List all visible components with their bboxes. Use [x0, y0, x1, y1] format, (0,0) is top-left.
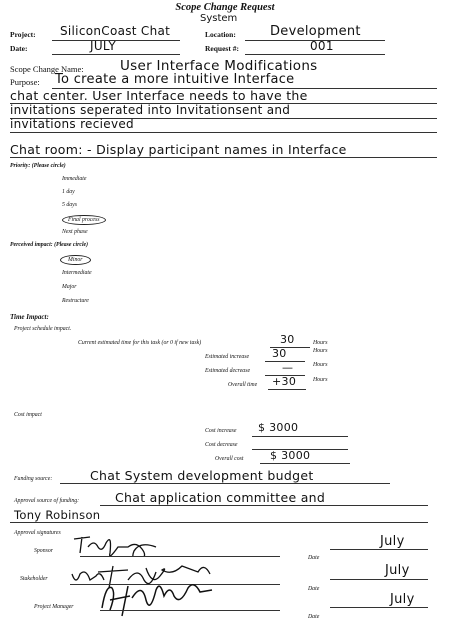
- approval-source-rule: [10, 522, 428, 523]
- overall-cost-value: $ 3000: [270, 449, 311, 462]
- overall-time-value: +30: [272, 375, 297, 388]
- project-value: SiliconCoast Chat: [60, 24, 171, 38]
- chat-room-line: Chat room: - Display participant names in Interface: [10, 142, 347, 157]
- sponsor-date-value: July: [380, 534, 405, 549]
- project-manager-rule: [100, 610, 280, 611]
- priority-label: Priority: (Please circle): [10, 163, 66, 169]
- priority-option-selected[interactable]: Final process: [62, 215, 106, 225]
- date-line: [52, 54, 180, 55]
- cost-increase-label: Cost increase: [205, 428, 237, 434]
- project-manager-date-value: July: [390, 592, 415, 607]
- purpose-line: invitations recieved: [10, 117, 134, 131]
- funding-source-rule: [60, 483, 390, 484]
- overall-cost-label: Overall cost: [215, 456, 244, 462]
- cost-decrease-label: Cost decrease: [205, 442, 238, 448]
- funding-source-value: Chat System development budget: [90, 468, 314, 483]
- current-time-value: 30: [280, 333, 295, 346]
- stakeholder-date-value: July: [385, 563, 410, 578]
- purpose-line: chat center. User Interface needs to have the: [10, 88, 308, 103]
- date-label: Date:: [10, 44, 28, 53]
- purpose-line: To create a more intuitive Interface: [55, 72, 295, 87]
- sponsor-signature: [70, 531, 200, 557]
- approval-source-rule: [100, 505, 428, 506]
- sponsor-date-rule: [330, 549, 428, 550]
- sponsor-label: Sponsor: [34, 548, 54, 554]
- purpose-label: Purpose:: [10, 77, 40, 87]
- purpose-line: invitations seperated into Invitationsent and: [10, 103, 291, 117]
- chat-room-rule: [10, 157, 437, 158]
- decrease-unit: Hours: [313, 362, 328, 368]
- location-label: Location:: [205, 30, 236, 39]
- impact-option[interactable]: Restructure: [62, 298, 89, 304]
- approval-source-label: Approval source of funding:: [14, 498, 80, 504]
- priority-option[interactable]: 5 days: [62, 202, 77, 208]
- impact-option[interactable]: Major: [62, 284, 77, 290]
- priority-option[interactable]: 1 day: [62, 189, 75, 195]
- location-value: Development: [270, 24, 361, 39]
- cost-increase-value: $ 3000: [258, 421, 299, 434]
- date-value: JULY: [90, 39, 116, 53]
- increase-unit: Hours: [313, 348, 328, 354]
- cost-impact-label: Cost impact: [14, 412, 42, 418]
- project-line: [52, 40, 180, 41]
- project-value-note: System: [200, 13, 238, 24]
- project-manager-label: Project Manager: [34, 604, 74, 610]
- stakeholder-label: Stakeholder: [20, 576, 48, 582]
- request-value: 001: [310, 39, 334, 53]
- signatures-label: Approval signatures: [14, 530, 61, 536]
- scope-name-value: User Interface Modifications: [120, 58, 318, 74]
- stakeholder-date-rule: [330, 579, 428, 580]
- stakeholder-date-label: Date: [308, 586, 320, 592]
- current-time-label: Current estimated time for this task (or 0 if new task): [78, 340, 202, 346]
- increase-label: Estimated increase: [205, 354, 250, 360]
- overall-time-unit: Hours: [313, 377, 328, 383]
- increase-value: 30: [272, 347, 287, 360]
- purpose-rule: [10, 132, 437, 133]
- funding-source-label: Funding source:: [14, 476, 53, 482]
- scope-name-label: Scope Change Name:: [10, 64, 84, 74]
- sponsor-date-label: Date: [308, 555, 320, 561]
- project-label: Project:: [10, 30, 36, 39]
- request-label: Request #:: [205, 44, 239, 53]
- cost-increase-rule: [252, 436, 348, 437]
- impact-option-selected[interactable]: Minor: [60, 255, 91, 265]
- document-title: Scope Change Request: [175, 2, 275, 13]
- overall-time-rule: [268, 389, 306, 390]
- overall-cost-rule: [260, 463, 350, 464]
- decrease-value: —: [282, 361, 294, 374]
- sponsor-rule: [80, 556, 280, 557]
- project-manager-date-label: Date: [308, 614, 320, 620]
- current-time-unit: Hours: [313, 340, 328, 346]
- schedule-label: Project schedule impact.: [14, 326, 72, 332]
- impact-option[interactable]: Intermediate: [62, 270, 92, 276]
- approval-source-line: Tony Robinson: [14, 508, 101, 522]
- project-manager-date-rule: [330, 607, 428, 608]
- time-impact-label: Time Impact:: [10, 313, 49, 321]
- priority-option[interactable]: Immediate: [62, 176, 87, 182]
- decrease-label: Estimated decrease: [205, 368, 251, 374]
- priority-option[interactable]: Next phase: [62, 229, 88, 235]
- request-line: [245, 54, 385, 55]
- project-manager-signature: [96, 578, 226, 618]
- overall-time-label: Overall time: [228, 382, 258, 388]
- approval-source-line: Chat application committee and: [115, 490, 326, 505]
- impact-label: Perceived impact: (Please circle): [10, 242, 89, 248]
